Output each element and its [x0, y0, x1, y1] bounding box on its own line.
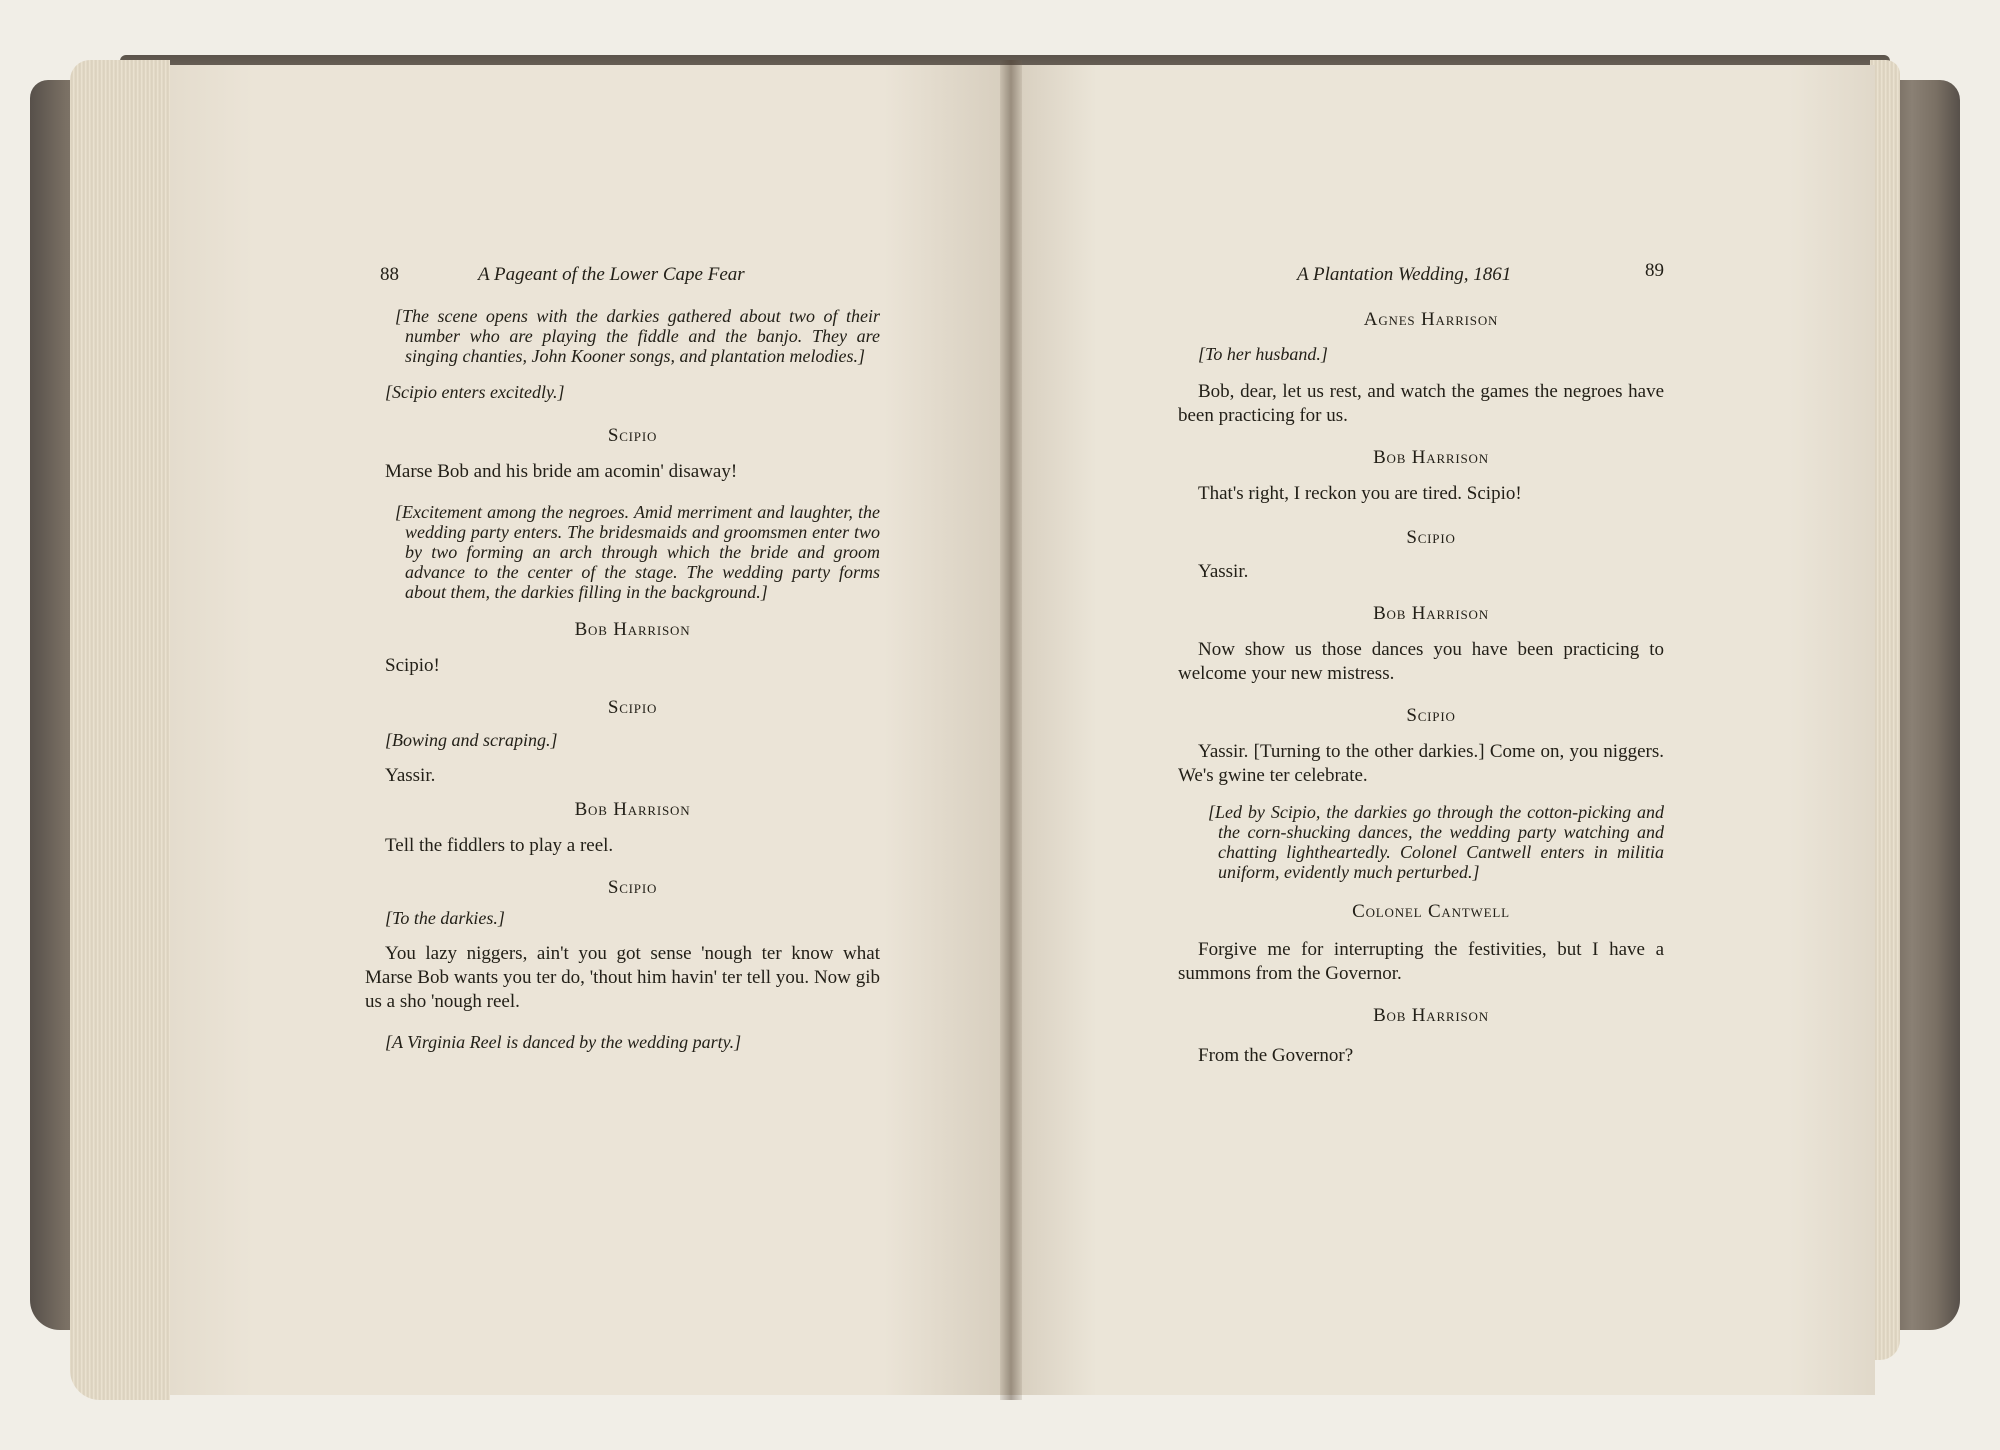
right-page-body	[1178, 308, 1664, 1068]
speaker-name: Bob Harrison	[1373, 447, 1489, 468]
dialogue-line: You lazy niggers, ain't you got sense 'nough ter know what Marse Bob wants you ter do, 'thout him havin' ter tell you. Now gib us a sho 'nough reel.	[365, 943, 880, 1012]
dialogue-line: Yassir.	[385, 765, 436, 786]
dialogue-line: That's right, I reckon you are tired. Scipio!	[1198, 483, 1522, 504]
stage-direction: [To the darkies.]	[385, 908, 505, 928]
dialogue-line: Forgive me for interrupting the festivities, but I have a summons from the Governor.	[1178, 939, 1664, 984]
stage-direction: [Bowing and scraping.]	[385, 730, 558, 750]
left-running-head: A Pageant of the Lower Cape Fear	[478, 264, 745, 285]
dialogue-line: Yassir.	[1198, 561, 1249, 582]
stage-direction: [Led by Scipio, the darkies go through the cotton-picking and the corn-shucking dances, the wedding party watching and chatting lightheartedly. Colonel Cantwell enters in militia uniform, evidently much perturbed.]	[1208, 802, 1664, 882]
stage-direction: [The scene opens with the darkies gathered about two of their number who are playing the fiddle and the banjo. They are singing chanties, John Kooner songs, and plantation melodies.]	[395, 306, 880, 366]
dialogue-line: Now show us those dances you have been practicing to welcome your new mistress.	[1178, 639, 1664, 684]
speaker-name: Colonel Cantwell	[1352, 901, 1510, 922]
right-page-number: 89	[1645, 260, 1664, 281]
stage-direction: [Excitement among the negroes. Amid merriment and laughter, the wedding party enters. The bridesmaids and groomsmen enter two by two forming an arch through which the bride and groom advance to the center of the stage. The wedding party forms about them, the darkies filling in the background.]	[395, 502, 880, 602]
speaker-name: Scipio	[607, 425, 658, 446]
dialogue-line: Tell the fiddlers to play a reel.	[385, 835, 614, 856]
dialogue-line: Scipio!	[385, 655, 440, 676]
page-stack-left	[70, 60, 170, 1400]
speaker-name: Bob Harrison	[1373, 1005, 1489, 1026]
speaker-name: Bob Harrison	[1373, 603, 1489, 624]
dialogue-line: Bob, dear, let us rest, and watch the games the negroes have been practicing for us.	[1178, 381, 1664, 426]
speaker-name: Scipio	[607, 697, 658, 718]
dialogue-line: From the Governor?	[1198, 1045, 1354, 1066]
book-gutter	[1000, 60, 1022, 1400]
stage-direction: [To her husband.]	[1198, 344, 1328, 364]
speaker-name: Scipio	[607, 877, 658, 898]
speaker-name: Scipio	[1406, 705, 1456, 726]
speaker-name: Bob Harrison	[574, 799, 691, 820]
left-page-body	[365, 306, 880, 1054]
dialogue-line: Yassir. [Turning to the other darkies.] Come on, you niggers. We's gwine ter celebrate.	[1178, 741, 1664, 786]
left-page-number: 88	[380, 264, 399, 285]
speaker-name: Scipio	[1406, 527, 1456, 548]
right-running-head: A Plantation Wedding, 1861	[1297, 264, 1512, 285]
speaker-name: Agnes Harrison	[1363, 309, 1499, 330]
stage-direction: [Scipio enters excitedly.]	[385, 382, 565, 402]
speaker-name: Bob Harrison	[574, 619, 691, 640]
dialogue-line: Marse Bob and his bride am acomin' disaway!	[385, 461, 738, 482]
stage-direction: [A Virginia Reel is danced by the wedding party.]	[385, 1032, 742, 1052]
